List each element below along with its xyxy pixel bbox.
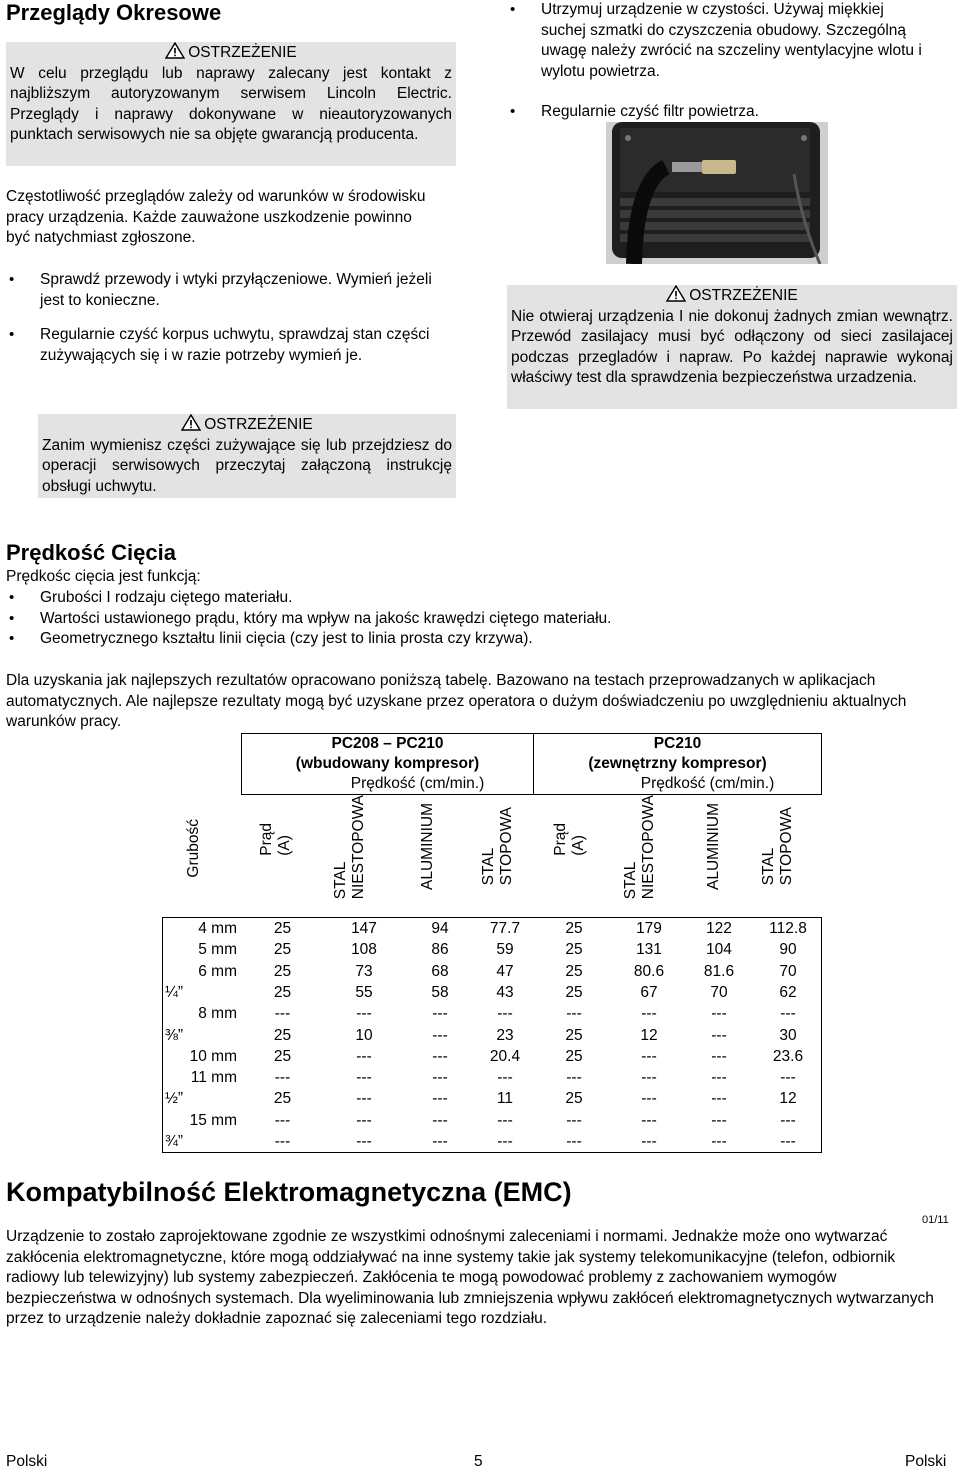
table-row [163, 1110, 821, 1131]
table-cell: 55 [355, 983, 373, 1001]
emc-paragraph: Urządzenie to zostało zaprojektowane zgodnie ze wszystkimi odnośnymi zaleceniami i normami. Jednakże może ono wytwarzać zakłócenia elektromagnetyczne, które mogą oddziaływać na inne systemy takie jak systemy telekomunikacyjne (telefon, odbiornik radiowy lub telewizyjny) lub systemy zabezpieczeń. Zakłócenia te mogą powodować problemy z zachowaniem wymogów bezpieczeństwa w odnośnych systemach. Dla wyeliminowania lub zmniejszenia wpływu zakłóceń elektromagnetycznych wytwarzanych przez to urządzenie należy dokładnie zapoznać się zaleceniami tego rozdziału. [6, 1228, 934, 1328]
table-group-header-external [534, 733, 822, 795]
table-cell: 81.6 [703, 962, 735, 980]
page-number: 5 [474, 1453, 483, 1470]
table-row [163, 939, 821, 960]
table-cell: 12 [640, 1026, 658, 1044]
group-compressor: (wbudowany kompresor) [295, 755, 480, 772]
table-cell: 12 [779, 1090, 797, 1108]
thickness-cell: 15 mm [189, 1111, 237, 1129]
thickness-cell: 4 mm [198, 920, 237, 937]
table-cell: 62 [779, 983, 797, 1001]
table-cell: --- [711, 1090, 727, 1108]
table-cell: --- [432, 1047, 448, 1065]
table-cell: --- [356, 1005, 372, 1023]
table-row [163, 961, 821, 982]
table-cell: --- [780, 1133, 796, 1150]
table-cell: 25 [565, 1090, 583, 1108]
thickness-cell: 8 mm [198, 1005, 237, 1023]
table-cell: --- [780, 1005, 796, 1023]
table-cell: --- [356, 1069, 372, 1087]
warning-title: OSTRZEŻENIE [689, 287, 798, 304]
table-cell: 131 [636, 941, 662, 959]
table-row [163, 1003, 821, 1024]
table-cell: --- [497, 1133, 513, 1150]
cutting-speed-description: Dla uzyskania jak najlepszych rezultatów opracowano poniższą tabelę. Bazowano na testach przeprowadzanych w aplikacjach automatycznych. Ale najlepsze rezultaty mogą być uzyskane przez operatora o dużym doświadczeniu po uwzględnieniu aktualnych warunków pracy. [6, 672, 907, 730]
table-cell: --- [711, 1026, 727, 1044]
table-cell: --- [432, 1111, 448, 1129]
table-cell: --- [711, 1005, 727, 1023]
warning-text: Zanim wymienisz części zużywające się lub przejdziesz do operacji serwisowych przeczytaj załączoną instrukcję obsługi uchwytu. [42, 436, 452, 495]
warning-box-open-device [507, 285, 957, 409]
device-panel-illustration [606, 122, 828, 264]
table-cell: 108 [351, 941, 377, 959]
table-cell: 30 [779, 1026, 797, 1044]
column-header-thickness: Grubość [185, 819, 202, 878]
column-header-carbon-steel: STAL NIESTOPOWA [622, 795, 657, 900]
table-cell: 25 [273, 962, 292, 980]
table-cell: --- [641, 1069, 657, 1087]
table-cell: --- [780, 1069, 796, 1087]
table-cell: --- [432, 1005, 448, 1023]
table-cell: --- [566, 1005, 582, 1023]
footer-language-right: Polski [905, 1453, 947, 1470]
cutting-speed-title: Prędkość Cięcia [6, 540, 176, 565]
warning-title: OSTRZEŻENIE [204, 416, 313, 433]
table-cell: --- [274, 1005, 291, 1023]
table-cell: 25 [273, 1026, 292, 1044]
table-cell: 23.6 [772, 1047, 804, 1065]
table-cell: --- [274, 1133, 291, 1150]
table-cell: --- [641, 1090, 657, 1108]
table-row [163, 1067, 821, 1088]
maintenance-title: Przeglądy Okresowe [6, 0, 222, 25]
warning-header [511, 285, 953, 307]
table-cell: --- [641, 1133, 657, 1150]
table-cell: --- [566, 1111, 582, 1129]
table-cell: --- [356, 1090, 372, 1108]
table-cell: --- [711, 1069, 727, 1087]
table-group-header-builtin [241, 733, 534, 795]
table-cell: --- [432, 1069, 448, 1087]
emc-title: Kompatybilność Elektromagnetyczna (EMC) [6, 1177, 572, 1207]
table-cell: 25 [565, 1047, 583, 1065]
list-item: • Grubości I rodzaju ciętego materiału. [6, 588, 906, 609]
table-cell: --- [497, 1111, 513, 1129]
table-cell: 80.6 [633, 962, 665, 980]
thickness-cell: ½” [165, 1090, 184, 1108]
table-cell: 25 [273, 1047, 292, 1065]
footer-language-left: Polski [6, 1453, 48, 1470]
table-cell: --- [497, 1069, 513, 1087]
table-body [162, 917, 822, 1153]
table-cell: 94 [431, 920, 449, 937]
table-cell: --- [497, 1005, 513, 1023]
table-cell: 25 [565, 920, 583, 937]
table-cell: 90 [779, 941, 797, 959]
table-cell: --- [356, 1047, 372, 1065]
table-cell: --- [780, 1111, 796, 1129]
warning-triangle-icon [165, 42, 185, 59]
table-cell: --- [711, 1111, 727, 1129]
table-cell: 11 [496, 1090, 514, 1108]
thickness-cell: 6 mm [198, 962, 237, 980]
column-header-aluminium: ALUMINIUM [705, 803, 722, 890]
group-model: PC210 [653, 735, 702, 752]
table-cell: 25 [565, 983, 583, 1001]
column-header-alloy-steel: STAL STOPOWA [480, 807, 515, 886]
table-row [163, 1088, 821, 1109]
table-cell: 10 [355, 1026, 373, 1044]
group-speed-unit: Prędkość (cm/min.) [350, 775, 485, 792]
column-header-current: Prąd (A) [258, 823, 293, 856]
table-cell: 68 [431, 962, 449, 980]
table-cell: 104 [706, 941, 732, 959]
table-cell: 58 [431, 983, 449, 1001]
table-cell: 86 [431, 941, 449, 959]
group-speed-unit: Prędkość (cm/min.) [640, 775, 775, 792]
frequency-paragraph: Częstotliwość przeglądów zależy od warunków w środowisku pracy urządzenia. Każde zauważone uszkodzenie powinno być natychmiast zgłoszone. [6, 188, 426, 246]
table-cell: 122 [706, 920, 732, 937]
maintenance-checklist [6, 270, 452, 366]
table-cell: 25 [273, 941, 292, 959]
table-cell: 59 [496, 941, 514, 959]
table-cell: --- [711, 1133, 727, 1150]
warning-text: Nie otwieraj urządzenia I nie dokonuj żadnych zmian wewnątrz. Przewód zasilajacy musi być odłączony od sieci zasilajacej podczas przegladów i napraw. Po każdej naprawie wykonaj właściwy test dla sprawdzenia bezpieczeństwa urzadzenia. [511, 307, 953, 386]
list-item: • Regularnie czyść filtr powietrza. [507, 102, 927, 123]
table-row [163, 982, 821, 1003]
cleaning-checklist [507, 0, 927, 123]
table-cell: --- [356, 1111, 372, 1129]
warning-title: OSTRZEŻENIE [188, 44, 297, 61]
thickness-cell: 11 mm [190, 1069, 237, 1087]
warning-triangle-icon [666, 285, 686, 302]
table-cell: --- [641, 1005, 657, 1023]
cutting-speed-table [162, 733, 822, 1153]
table-cell: 70 [779, 962, 797, 980]
table-row [163, 1046, 821, 1067]
table-column-headers [162, 795, 822, 917]
thickness-cell: ⅜” [165, 1026, 184, 1044]
table-cell: 25 [565, 941, 583, 959]
table-cell: 77.7 [489, 920, 521, 937]
list-item: • Geometrycznego kształtu linii cięcia (czy jest to linia prosta czy krzywa). [6, 629, 906, 650]
table-cell: --- [641, 1111, 657, 1129]
table-cell: 70 [710, 983, 728, 1001]
device-rear-photo [606, 122, 828, 264]
thickness-cell: ¾” [165, 1133, 184, 1150]
thickness-cell: 10 mm [189, 1047, 237, 1065]
table-cell: --- [566, 1069, 582, 1087]
cutting-speed-factors [6, 588, 906, 650]
table-cell: 25 [565, 962, 583, 980]
table-cell: 25 [273, 920, 292, 937]
table-cell: 43 [496, 983, 514, 1001]
warning-box-service [6, 42, 456, 166]
warning-triangle-icon [181, 414, 201, 431]
table-cell: 112.8 [769, 920, 807, 937]
list-item: • Wartości ustawionego prądu, który ma wpływ na jakośc krawędzi ciętego materiału. [6, 609, 906, 630]
table-cell: --- [711, 1047, 727, 1065]
table-cell: 179 [636, 920, 662, 937]
column-header-alloy-steel: STAL STOPOWA [760, 807, 795, 886]
table-cell: --- [566, 1133, 582, 1150]
thickness-cell: ¼” [165, 983, 184, 1001]
table-cell: --- [432, 1090, 448, 1108]
table-cell: --- [274, 1069, 291, 1087]
group-model: PC208 – PC210 [331, 735, 444, 752]
table-cell: 147 [351, 920, 377, 937]
list-item: • Utrzymuj urządzenie w czystości. Używaj miękkiej suchej szmatki do czyszczenia obudowy. Szczególną uwagę należy zwrócić na szczeliny wentylacyjne wlotu i wylotu powietrza. [507, 0, 927, 82]
table-cell: 73 [355, 962, 373, 980]
table-row [163, 1131, 821, 1152]
warning-box-consumables [38, 414, 456, 498]
table-row [163, 1025, 821, 1046]
thickness-cell: 5 mm [198, 941, 237, 959]
revision-code: 01/11 [922, 1214, 949, 1226]
table-cell: 25 [273, 983, 292, 1001]
warning-header [10, 42, 452, 64]
table-cell: 23 [496, 1026, 514, 1044]
column-header-aluminium: ALUMINIUM [419, 803, 436, 890]
warning-header [42, 414, 452, 436]
list-item: • Sprawdź przewody i wtyki przyłączeniowe. Wymień jeżeli jest to konieczne. [6, 270, 452, 311]
table-cell: 47 [496, 962, 514, 980]
column-header-carbon-steel: STAL NIESTOPOWA [332, 795, 367, 900]
table-cell: --- [356, 1133, 372, 1150]
warning-text: W celu przeglądu lub naprawy zalecany jest kontakt z najbliższym autoryzowanym serwisem Lincoln Electric. Przeglądy i naprawy dokonywane w nieautoryzowanych punktach serwisowych nie sa objęte gwarancją producenta. [10, 64, 452, 143]
table-cell: 25 [273, 1090, 292, 1108]
column-header-current: Prąd (A) [552, 823, 587, 856]
table-cell: 20.4 [489, 1047, 521, 1065]
table-cell: 67 [640, 983, 658, 1001]
table-cell: 25 [565, 1026, 583, 1044]
table-cell: --- [274, 1111, 291, 1129]
table-cell: --- [641, 1047, 657, 1065]
table-cell: --- [432, 1133, 448, 1150]
table-cell: --- [432, 1026, 448, 1044]
group-compressor: (zewnętrzny kompresor) [588, 755, 767, 772]
table-row [163, 918, 821, 939]
list-item: • Regularnie czyść korpus uchwytu, sprawdzaj stan części zużywających się i w razie potrzeby wymień je. [6, 325, 452, 366]
cutting-speed-intro: Prędkośc cięcia jest funkcją: [6, 568, 201, 585]
